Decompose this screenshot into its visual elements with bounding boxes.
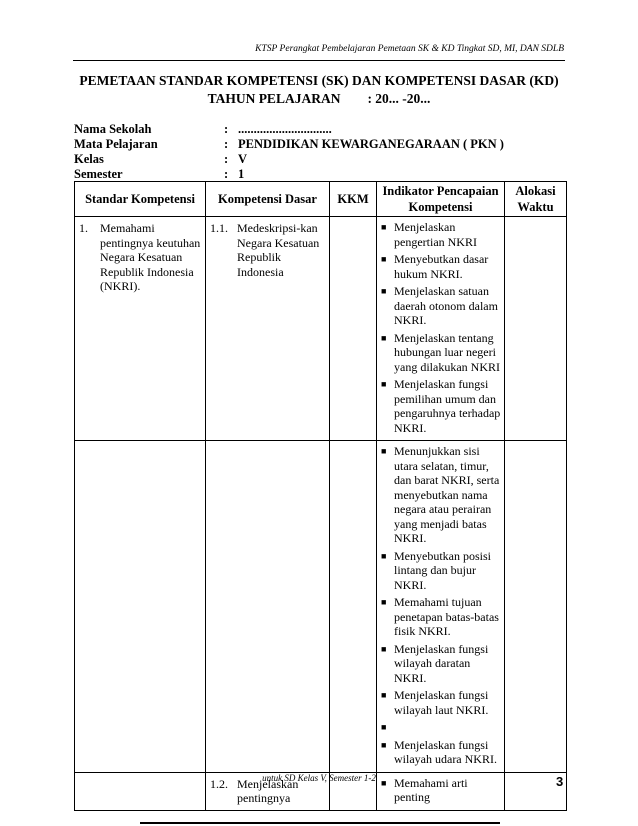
footer-text: untuk SD Kelas V, Semester 1-2 bbox=[262, 773, 376, 783]
academic-year: TAHUN PELAJARAN : 20... -20... bbox=[207, 91, 431, 106]
indicator-text: Memahami arti penting bbox=[394, 775, 468, 804]
bullet-icon: ■ bbox=[381, 597, 387, 607]
table-row bbox=[75, 441, 567, 773]
bullet-icon: ■ bbox=[381, 643, 387, 654]
kd-number: 1.2. bbox=[210, 776, 228, 791]
indicator-text: Menyebutkan dasar hukum NKRI. bbox=[394, 252, 489, 281]
list-item bbox=[381, 331, 502, 375]
kd-text: Medeskripsi-kan Negara Kesatuan Republik Indonesia bbox=[237, 221, 320, 279]
indicator-text: Menunjukkan sisi utara selatan, timur, dan barat NKRI, serta menyebutkan nama negara atau perairan yang menjadi batas NKRI. bbox=[394, 444, 500, 545]
info-key: Kelas bbox=[74, 152, 104, 166]
table-header-row bbox=[75, 182, 567, 217]
indicator-text: Memahami tujuan penetapan batas-batas fisik NKRI. bbox=[394, 595, 499, 638]
info-key: Semester bbox=[74, 167, 123, 181]
info-value: V bbox=[238, 152, 248, 166]
list-item bbox=[381, 220, 502, 249]
bullet-icon: ■ bbox=[381, 777, 387, 788]
indicator-text: Menjelaskan pengertian NKRI bbox=[394, 220, 477, 249]
header-indikator: Indikator Pencapaian Kompetensi bbox=[377, 182, 505, 217]
list-item bbox=[381, 642, 502, 686]
sk-cell bbox=[75, 217, 206, 441]
sk-text: Memahami pentingnya keutuhan Negara Kesatuan Republik Indonesia (NKRI). bbox=[100, 221, 201, 293]
list-item bbox=[381, 720, 502, 735]
header-rule bbox=[73, 60, 565, 61]
waktu-cell bbox=[505, 217, 567, 441]
list-item bbox=[381, 377, 502, 435]
bullet-icon: ■ bbox=[381, 332, 387, 343]
info-colon: : bbox=[224, 167, 229, 181]
indicator-text: Menjelaskan fungsi wilayah udara NKRI. bbox=[394, 737, 497, 766]
info-value: .............................. bbox=[238, 122, 332, 136]
page-number: 3 bbox=[556, 774, 564, 789]
list-item bbox=[381, 252, 502, 281]
indicator-cell bbox=[377, 441, 505, 773]
indicator-text: Menjelaskan fungsi pemilihan umum dan pengaruhnya terhadap NKRI. bbox=[394, 377, 501, 435]
bullet-icon: ■ bbox=[381, 254, 387, 264]
indicator-text: Menyebutkan posisi lintang dan bujur NKRI. bbox=[394, 548, 491, 592]
kd-text: Menjelaskan pentingnya bbox=[237, 776, 299, 805]
header-kd: Kompetensi Dasar bbox=[206, 182, 330, 217]
indicator-text: Menjelaskan fungsi wilayah laut NKRI. bbox=[394, 688, 489, 717]
info-key: Mata Pelajaran bbox=[74, 137, 158, 151]
bullet-icon: ■ bbox=[381, 722, 387, 732]
kd-number: 1.1. bbox=[210, 221, 228, 235]
document-title: PEMETAAN STANDAR KOMPETENSI (SK) DAN KOMPETENSI DASAR (KD) bbox=[79, 73, 559, 88]
kd-cell bbox=[206, 217, 330, 441]
info-block bbox=[74, 122, 504, 182]
sk-number: 1. bbox=[79, 221, 88, 235]
mapping-table bbox=[74, 181, 567, 811]
header-waktu: Alokasi Waktu bbox=[505, 182, 567, 217]
bullet-icon: ■ bbox=[381, 690, 387, 700]
header-kkm: KKM bbox=[330, 182, 377, 217]
info-row-school bbox=[74, 122, 504, 137]
bullet-icon: ■ bbox=[381, 550, 387, 561]
bullet-icon: ■ bbox=[381, 739, 387, 750]
sk-cell bbox=[75, 441, 206, 773]
table-row bbox=[75, 217, 567, 441]
list-item bbox=[381, 688, 502, 717]
bullet-icon: ■ bbox=[381, 286, 387, 296]
kd-cell bbox=[206, 441, 330, 773]
info-key: Nama Sekolah bbox=[74, 122, 152, 136]
kkm-cell bbox=[330, 441, 377, 773]
list-item bbox=[381, 444, 502, 546]
indicator-text: Menjelaskan satuan daerah otonom dalam NKRI. bbox=[394, 284, 498, 327]
info-value: PENDIDIKAN KEWARGANEGARAAN ( PKN ) bbox=[238, 137, 504, 151]
running-header: KTSP Perangkat Pembelajaran Pemetaan SK & KD Tingkat SD, MI, DAN SDLB bbox=[255, 44, 564, 54]
bullet-icon: ■ bbox=[381, 379, 387, 389]
indicator-cell bbox=[377, 217, 505, 441]
info-colon: : bbox=[224, 152, 229, 166]
list-item bbox=[381, 549, 502, 593]
list-item bbox=[381, 738, 502, 767]
indicator-text: Menjelaskan fungsi wilayah daratan NKRI. bbox=[394, 641, 489, 685]
bullet-icon: ■ bbox=[381, 446, 387, 456]
footer-rule bbox=[140, 822, 500, 824]
bullet-icon: ■ bbox=[381, 222, 387, 232]
header-sk: Standar Kompetensi bbox=[75, 182, 206, 217]
list-item bbox=[381, 284, 502, 328]
list-item bbox=[381, 595, 502, 639]
info-row-class bbox=[74, 152, 504, 167]
info-row-subject bbox=[74, 137, 504, 152]
kkm-cell bbox=[330, 217, 377, 441]
waktu-cell bbox=[505, 441, 567, 773]
indicator-text: Menjelaskan tentang hubungan luar negeri yang dilakukan NKRI bbox=[394, 330, 500, 374]
info-value: 1 bbox=[238, 167, 245, 181]
info-colon: : bbox=[224, 122, 229, 136]
info-row-semester bbox=[74, 167, 504, 182]
info-colon: : bbox=[224, 137, 229, 151]
